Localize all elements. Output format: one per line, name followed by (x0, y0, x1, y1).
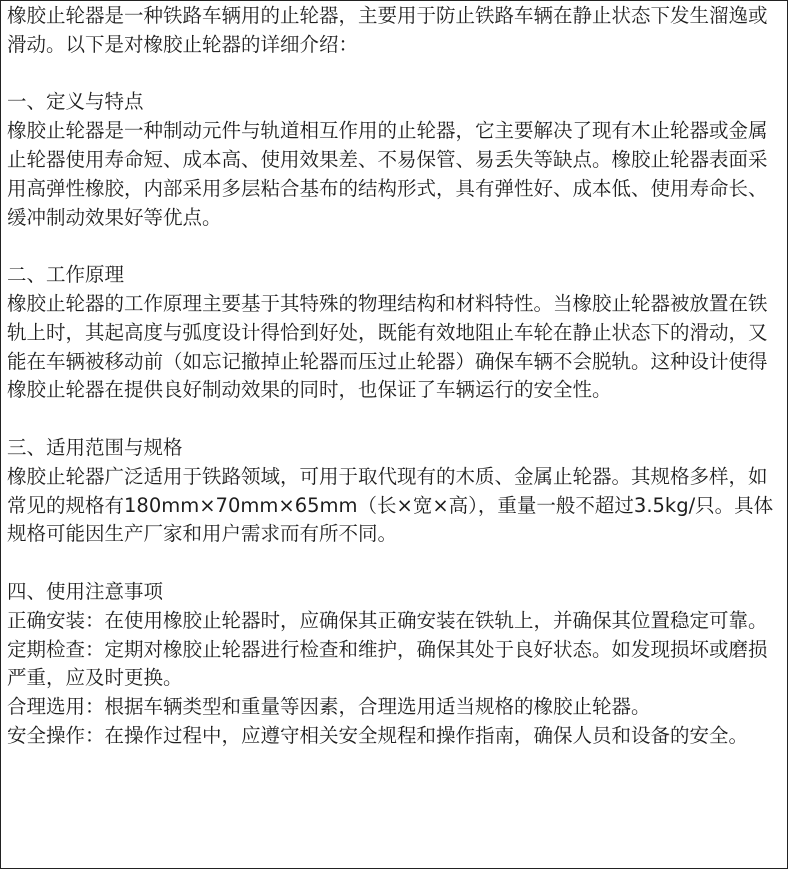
section-gap (7, 405, 781, 434)
precaution-operation: 安全操作：在操作过程中，应遵守相关安全规程和操作指南，确保人员和设备的安全。 (7, 723, 749, 747)
section-gap (7, 60, 781, 89)
definition-paragraph: 橡胶止轮器是一种制动元件与轨道相互作用的止轮器，它主要解决了现有木止轮器或金属止轮器使用寿命短、成本高、使用效果差、不易保管、易丢失等缺点。橡胶止轮器表面采用高弹性橡胶，内部采用多层粘合基布的结构形式，具有弹性好、成本低、使用寿命长、缓冲制动效果好等优点。 (7, 119, 768, 229)
principle-paragraph: 橡胶止轮器的工作原理主要基于其特殊的物理结构和材料特性。当橡胶止轮器被放置在铁轨上时，其起高度与弧度设计得恰到好处，既能有效地阻止车轮在静止状态下的滑动，又能在车辆被移动前（如忘记撤掉止轮器而压过止轮器）确保车辆不会脱轨。这种设计使得橡胶止轮器在提供良好制动效果的同时，也保证了车辆运行的安全性。 (7, 291, 768, 402)
section-heading-scope: 三、适用范围与规格 (7, 435, 183, 459)
precaution-install: 正确安装：在使用橡胶止轮器时，应确保其正确安装在铁轨上，并确保其位置稳定可靠。 (7, 608, 768, 632)
section-gap (7, 232, 781, 261)
section-heading-principle: 二、工作原理 (7, 263, 125, 287)
precaution-inspection: 定期检查：定期对橡胶止轮器进行检查和维护，确保其处于良好状态。如发现损坏或磨损严重，应及时更换。 (7, 637, 768, 690)
scope-paragraph: 橡胶止轮器广泛适用于铁路领域，可用于取代现有的木质、金属止轮器。其规格多样，如常见的规格有180mm×70mm×65mm（长×宽×高），重量一般不超过3.5kg/只。具体规格可能因生产厂家和用户需求而有所不同。 (7, 464, 774, 546)
section-heading-precautions: 四、使用注意事项 (7, 579, 164, 603)
section-heading-definition: 一、定义与特点 (7, 90, 144, 114)
precaution-selection: 合理选用：根据车辆类型和重量等因素，合理选用适当规格的橡胶止轮器。 (7, 695, 651, 719)
intro-paragraph: 橡胶止轮器是一种铁路车辆用的止轮器，主要用于防止铁路车辆在静止状态下发生溜逸或滑动。以下是对橡胶止轮器的详细介绍： (7, 4, 768, 56)
section-gap (7, 549, 781, 578)
